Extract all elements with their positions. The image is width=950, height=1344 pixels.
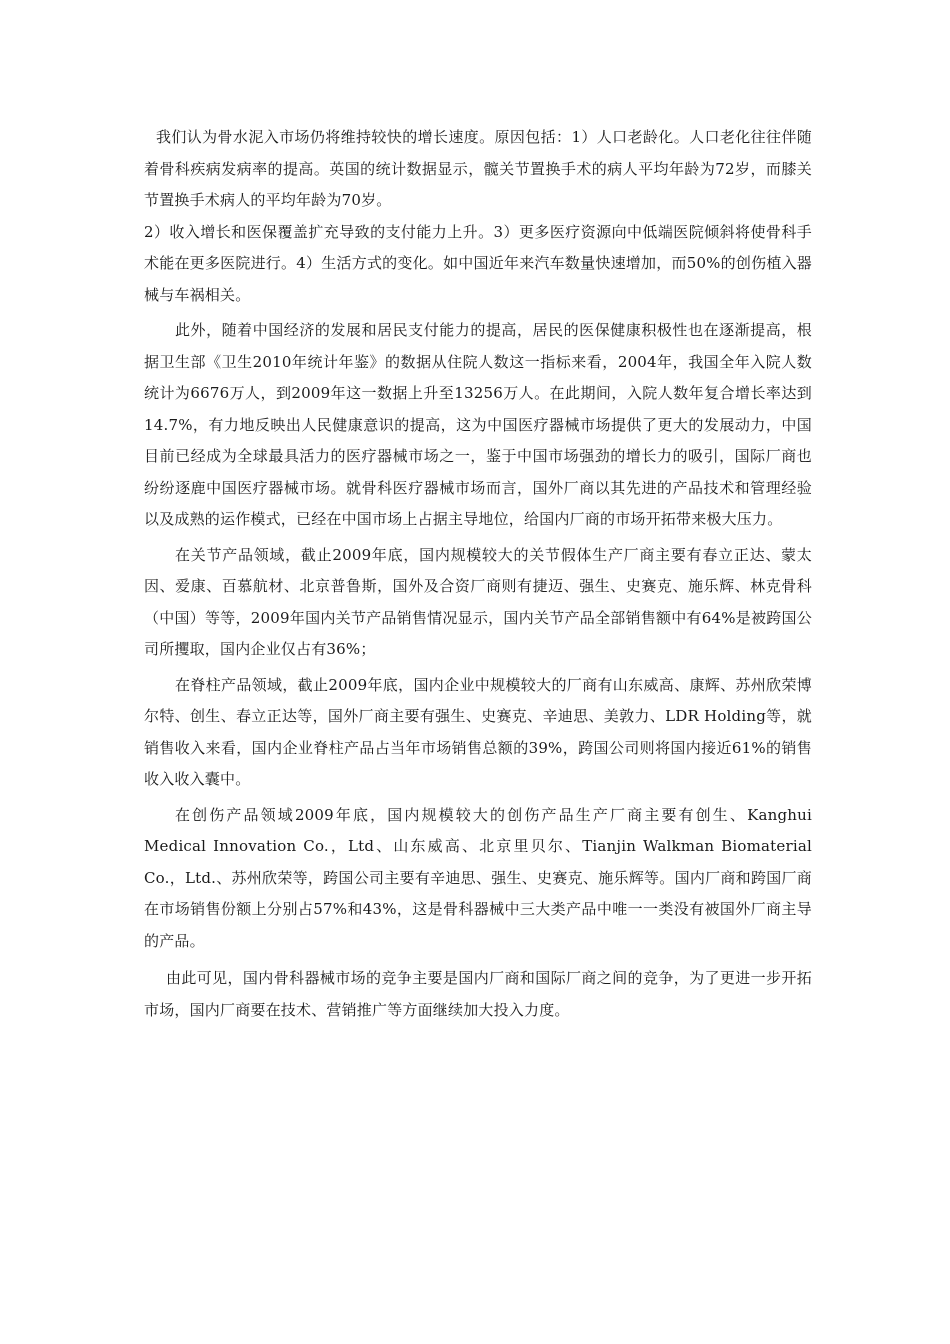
paragraph-trauma-products: 在创伤产品领域2009年底，国内规模较大的创伤产品生产厂商主要有创生、Kanghui Medical Innovation Co.，Ltd、山东威高、北京里贝尔、Tianjin Walkman Biomaterial Co.，Ltd.、苏州欣荣等，跨国公司主要有辛迪思、强生、史赛克、施乐辉等。国内厂商和跨国厂商在市场销售份额上分别占57%和43%，这是骨科器械中三大类产品中唯一一类没有被国外厂商主导的产品。 [144,805,812,950]
paragraph-conclusion: 由此可见，国内骨科器械市场的竞争主要是国内厂商和国际厂商之间的竞争，为了更进一步开拓市场，国内厂商要在技术、营销推广等方面继续加大投入力度。 [144,969,812,1019]
paragraph-spine-products: 在脊柱产品领域，截止2009年底，国内企业中规模较大的厂商有山东威高、康辉、苏州欣荣博尔特、创生、春立正达等，国外厂商主要有强生、史赛克、辛迪思、美敦力、LDR Holding等，就销售收入来看，国内企业脊柱产品占当年市场销售总额的39%，跨国公司则将国内接近61%的销售收入收入囊中。 [144,675,812,788]
paragraph-joint-products: 在关节产品领域，截止2009年底，国内规模较大的关节假体生产厂商主要有春立正达、蒙太因、爱康、百慕航材、北京普鲁斯，国外及合资厂商则有捷迈、强生、史赛克、施乐辉、林克骨科（中国）等等，2009年国内关节产品销售情况显示，国内关节产品全部销售额中有64%是被跨国公司所攫取，国内企业仅占有36%； [144,545,812,658]
paragraph-health-awareness: 此外，随着中国经济的发展和居民支付能力的提高，居民的医保健康积极性也在逐渐提高，根据卫生部《卫生2010年统计年鉴》的数据从住院人数这一指标来看，2004年，我国全年入院人数统计为6676万人，到2009年这一数据上升至13256万人。在此期间，入院人数年复合增长率达到14.7%，有力地反映出人民健康意识的提高，这为中国医疗器械市场提供了更大的发展动力，中国目前已经成为全球最具活力的医疗器械市场之一，鉴于中国市场强劲的增长力的吸引，国际厂商也纷纷逐鹿中国医疗器械市场。就骨科医疗器械市场而言，国外厂商以其先进的产品技术和管理经验以及成熟的运作模式，已经在中国市场上占据主导地位，给国内厂商的市场开拓带来极大压力。 [144,321,812,528]
paragraph-growth-factors: 2）收入增长和医保覆盖扩充导致的支付能力上升。3）更多医疗资源向中低端医院倾斜将使骨科手术能在更多医院进行。4）生活方式的变化。如中国近年来汽车数量快速增加，而50%的创伤植入器械与车祸相关。 [144,222,812,304]
document-page [144,122,812,1026]
paragraph-bone-cement-growth: 我们认为骨水泥入市场仍将维持较快的增长速度。原因包括：1）人口老龄化。人口老化往往伴随着骨科疾病发病率的提高。英国的统计数据显示，髋关节置换手术的病人平均年龄为72岁，而膝关节置换手术病人的平均年龄为70岁。 [144,128,812,209]
